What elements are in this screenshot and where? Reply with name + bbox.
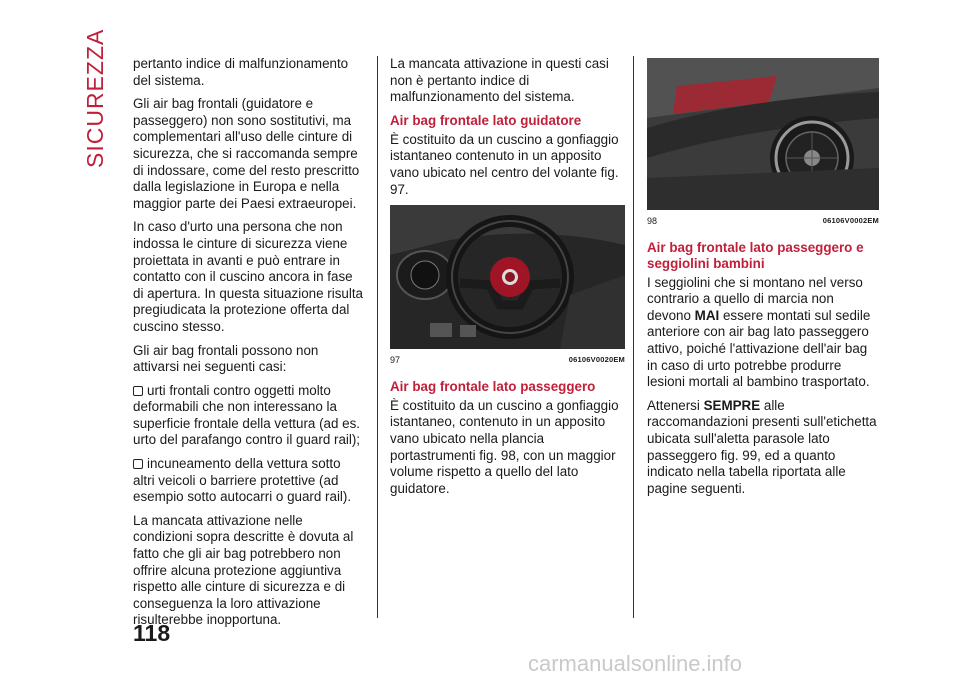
column-1 [133,56,363,636]
figure-code: 06106V0002EM [822,216,879,225]
emphasis: MAI [694,307,720,323]
dashboard-illustration [647,58,879,210]
paragraph: In caso d'urto una persona che non indossa le cinture di sicurezza viene proiettata in avanti e può entrare in contatto con il cuscino ancora in fase di apertura. In questa situazione risulta pregiudicata la protezione offerta dal cuscino stesso. [133,219,364,334]
figure-97-steering-wheel [390,205,625,349]
column-2 [390,56,625,504]
figure-caption [390,352,625,369]
paragraph: Attenersi SEMPRE alle raccomandazioni presenti sull'etichetta ubicata sull'aletta parasole lato passeggero fig. 99, ed a quanto indicato nella tabella riportata alle pagine seguenti. [647,397,877,496]
figure-98-dashboard [647,58,879,210]
watermark: carmanualsonline.info [528,651,743,676]
column-divider [633,56,634,618]
section-heading: Air bag frontale lato guidatore [390,112,582,128]
bullet-item: urti frontali contro oggetti molto deformabili che non interessano la superficie frontale della vettura (ad es. urto del parafango contro il guard rail); [133,382,361,448]
paragraph: I seggiolini che si montano nel verso contrario a quello di marcia non devono MAI essere montati sul sedile anteriore con air bag lato passeggero attivo, poiché l'attivazione dell'air bag in caso di urto potrebbe produrre lesioni mortali al bambino trasportato. [647,274,871,390]
steering-wheel-illustration [390,205,625,349]
section-heading: Air bag frontale lato passeggero e seggiolini bambini [647,239,864,271]
section-title-text: SICUREZZA [82,28,108,168]
figure-number: 97 [390,355,401,366]
paragraph: È costituito da un cuscino a gonfiaggio istantaneo contenuto in un apposito vano ubicato nel centro del volante fig. 97. [390,131,619,197]
paragraph: pertanto indice di malfunzionamento del sistema. [133,56,349,88]
figure-number: 98 [647,216,658,226]
paragraph: La mancata attivazione nelle condizioni sopra descritte è dovuta al fatto che gli air bag potrebbero non offrire alcuna protezione aggiuntiva rispetto alle cinture di sicurezza e di conseguenza la loro attivazione risulterebbe inopportuna. [133,512,354,628]
checkbox-bullet-icon [133,386,143,396]
figure-caption [647,213,879,230]
figure-code: 06106V0020EM [568,355,625,365]
paragraph: È costituito da un cuscino a gonfiaggio istantaneo, contenuto in un apposito vano ubicato nella plancia portastrumenti fig. 98, con un maggior volume rispetto a quello del lato guidatore. [390,397,619,496]
paragraph: Gli air bag frontali (guidatore e passeggero) non sono sostitutivi, ma complementari all'uso delle cinture di sicurezza, che si raccomanda sempre di indossare, come del resto prescritto dalla legislazione in Europa e nella maggior parte dei Paesi extraeuropei. [133,96,360,211]
paragraph: Gli air bag frontali possono non attivarsi nei seguenti casi: [133,342,319,375]
column-3 [647,58,879,504]
bullet-item: incuneamento della vettura sotto altri veicoli o barriere protettive (ad esempio sotto autocarri o guard rail). [133,456,352,505]
paragraph: La mancata attivazione in questi casi non è pertanto indice di malfunzionamento del sistema. [390,56,609,105]
checkbox-bullet-icon [133,459,143,469]
page-number: 118 [133,620,171,646]
column-divider [377,56,378,618]
section-heading: Air bag frontale lato passeggero [390,378,596,394]
emphasis: SEMPRE [703,397,761,413]
